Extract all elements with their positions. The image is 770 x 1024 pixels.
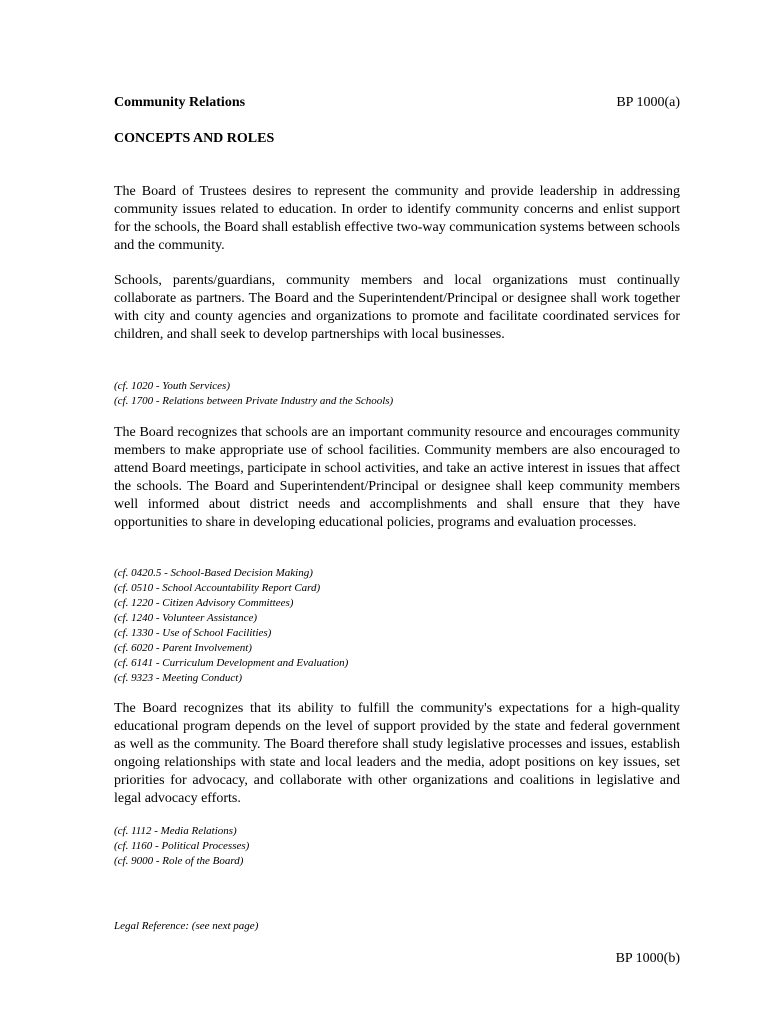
cross-reference-item: (cf. 9000 - Role of the Board) <box>114 855 244 867</box>
paragraph-3: The Board recognizes that schools are an important community resource and encourages community members to make appropriate use of school facilities. Community members are also encouraged to attend Board meetings, participate in school activities, and take an active interest in issues that affect the schools. The Board and Superintendent/Principal or designee shall keep community members well informed about district needs and accomplishments and shall ensure that they have opportunities to share in developing educational policies, programs and evaluation processes. <box>114 425 680 530</box>
section-heading: CONCEPTS AND ROLES <box>114 131 275 146</box>
cross-reference-item: (cf. 1112 - Media Relations) <box>114 825 237 837</box>
cross-reference-item: (cf. 6020 - Parent Involvement) <box>114 642 252 654</box>
cross-reference-item: (cf. 1160 - Political Processes) <box>114 840 250 852</box>
paragraph-1: The Board of Trustees desires to represent the community and provide leadership in addressing community issues related to education. In order to identify community concerns and enlist support for the schools, the Board shall establish effective two-way communication systems between schools and the community. <box>114 184 680 253</box>
cross-reference-item: (cf. 1220 - Citizen Advisory Committees) <box>114 597 294 609</box>
policy-code-footer: BP 1000(b) <box>615 951 680 966</box>
cross-reference-item: (cf. 9323 - Meeting Conduct) <box>114 672 242 684</box>
cross-reference-item: (cf. 0420.5 - School-Based Decision Making) <box>114 567 313 579</box>
cross-reference-item: (cf. 1240 - Volunteer Assistance) <box>114 612 258 624</box>
paragraph-4: The Board recognizes that its ability to fulfill the community's expectations for a high-quality educational program depends on the level of support provided by the state and federal government as well as the community. The Board therefore shall study legislative processes and issues, establish ongoing relationships with state and local leaders and the media, adopt positions on key issues, set priorities for advocacy, and collaborate with other organizations and coalitions in legislative and legal advocacy efforts. <box>114 701 680 806</box>
cross-reference-item: (cf. 6141 - Curriculum Development and Evaluation) <box>114 657 349 669</box>
cross-reference-item: (cf. 1330 - Use of School Facilities) <box>114 627 272 639</box>
cross-reference-list-3 <box>114 824 680 869</box>
legal-reference-note: Legal Reference: (see next page) <box>114 920 259 932</box>
paragraph-2: Schools, parents/guardians, community members and local organizations must continually collaborate as partners. The Board and the Superintendent/Principal or designee shall work together with city and county agencies and organizations to promote and facilitate coordinated services for children, and shall seek to develop partnerships with local businesses. <box>114 273 680 342</box>
cross-reference-list-1 <box>114 379 680 409</box>
policy-code-header: BP 1000(a) <box>616 95 680 110</box>
cross-reference-item: (cf. 0510 - School Accountability Report Card) <box>114 582 321 594</box>
cross-reference-list-2 <box>114 566 680 686</box>
cross-reference-item: (cf. 1020 - Youth Services) <box>114 380 230 392</box>
cross-reference-item: (cf. 1700 - Relations between Private Industry and the Schools) <box>114 395 394 407</box>
policy-title: Community Relations <box>114 95 246 110</box>
